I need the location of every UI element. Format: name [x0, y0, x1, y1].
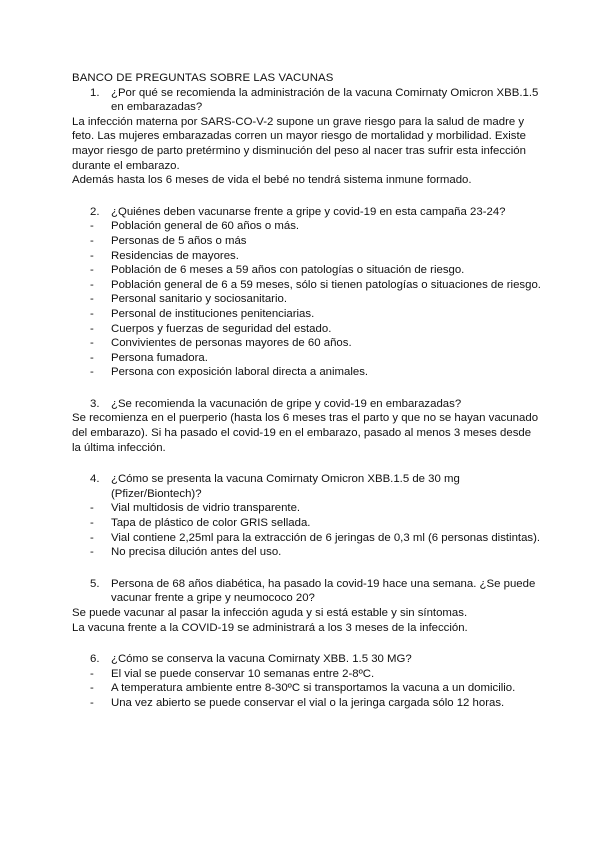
question-text: Persona de 68 años diabética, ha pasado la covid-19 hace una semana. ¿Se puede vacunar frente a gripe y neumococo 20?	[111, 577, 536, 605]
list-item: - Vial multidosis de vidrio transparente.	[90, 502, 301, 515]
question-text: ¿Por qué se recomienda la administración de la vacuna Comirnaty Omicron XBB.1.5 en embarazadas?	[111, 86, 539, 114]
list-item: - Personas de 5 años o más	[90, 234, 247, 247]
question-number: 3.	[90, 397, 100, 410]
answer-paragraph: Se recomienza en el puerperio (hasta los 6 meses tras el parto y que no se hayan vacunado del embarazo). Si ha pasado el covid-19 en el embarazo, pasado al menos 3 meses desde la última infección.	[72, 412, 539, 454]
answer-paragraph: La infección materna por SARS-CO-V-2 supone un grave riesgo para la salud de madre y feto. Las mujeres embarazadas corren un mayor riesgo de mortalidad y morbilidad. Existe mayor riesgo de parto pretérmino y disminución del peso al nacer tras sufrir esta infección durante el embarazo.	[72, 115, 526, 172]
answer-list	[72, 667, 542, 711]
question-number: 2.	[90, 205, 100, 218]
list-item: - Personal de instituciones penitenciarias.	[90, 307, 315, 320]
list-item: - Cuerpos y fuerzas de seguridad del estado.	[90, 322, 332, 335]
question-number: 5.	[90, 577, 100, 590]
answer-paragraph: Además hasta los 6 meses de vida el bebé no tendrá sistema inmune formado.	[72, 174, 472, 187]
list-item: - Residencias de mayores.	[90, 249, 239, 262]
list-item: - Vial contiene 2,25ml para la extracción de 6 jeringas de 0,3 ml (6 personas distintas).	[90, 531, 541, 544]
list-item: - Una vez abierto se puede conservar el vial o la jeringa cargada sólo 12 horas.	[90, 696, 505, 709]
answer-list	[72, 501, 542, 559]
question-1	[72, 86, 542, 115]
question-6	[72, 652, 542, 667]
answer-paragraph: La vacuna frente a la COVID-19 se administrará a los 3 meses de la infección.	[72, 621, 468, 634]
question-number: 4.	[90, 473, 100, 486]
list-item: - Población general de 60 años o más.	[90, 220, 300, 233]
question-number: 1.	[90, 86, 100, 99]
list-item: - No precisa dilución antes del uso.	[90, 546, 282, 559]
answer-list	[72, 219, 542, 380]
list-item: - Persona fumadora.	[90, 351, 208, 364]
list-item: - Convivientes de personas mayores de 60 años.	[90, 337, 352, 350]
list-item: - Población de 6 meses a 59 años con patologías o situación de riesgo.	[90, 264, 465, 277]
document-title: BANCO DE PREGUNTAS SOBRE LAS VACUNAS	[72, 72, 334, 84]
list-item: - Población general de 6 a 59 meses, sólo si tienen patologías o situaciones de riesgo.	[90, 278, 541, 291]
question-text: ¿Se recomienda la vacunación de gripe y covid-19 en embarazadas?	[111, 397, 462, 410]
question-5	[72, 577, 542, 606]
list-item: - Personal sanitario y sociosanitario.	[90, 293, 288, 306]
question-number: 6.	[90, 653, 100, 666]
list-item: - El vial se puede conservar 10 semanas entre 2-8ºC.	[90, 667, 375, 680]
question-text: ¿Quiénes deben vacunarse frente a gripe y covid-19 en esta campaña 23-24?	[111, 205, 506, 218]
list-item: - Tapa de plástico de color GRIS sellada.	[90, 517, 311, 530]
list-item: - A temperatura ambiente entre 8-30ºC si transportamos la vacuna a un domicilio.	[90, 682, 516, 695]
list-item: - Persona con exposición laboral directa a animales.	[90, 366, 369, 379]
answer-paragraph: Se puede vacunar al pasar la infección aguda y si está estable y sin síntomas.	[72, 607, 468, 619]
document-page	[72, 71, 542, 711]
question-text: ¿Cómo se presenta la vacuna Comirnaty Omicron XBB.1.5 de 30 mg (Pfizer/Biontech)?	[111, 473, 460, 500]
question-2	[72, 205, 542, 220]
question-3	[72, 397, 542, 412]
question-text: ¿Cómo se conserva la vacuna Comirnaty XBB. 1.5 30 MG?	[111, 653, 412, 666]
question-4	[72, 472, 542, 501]
